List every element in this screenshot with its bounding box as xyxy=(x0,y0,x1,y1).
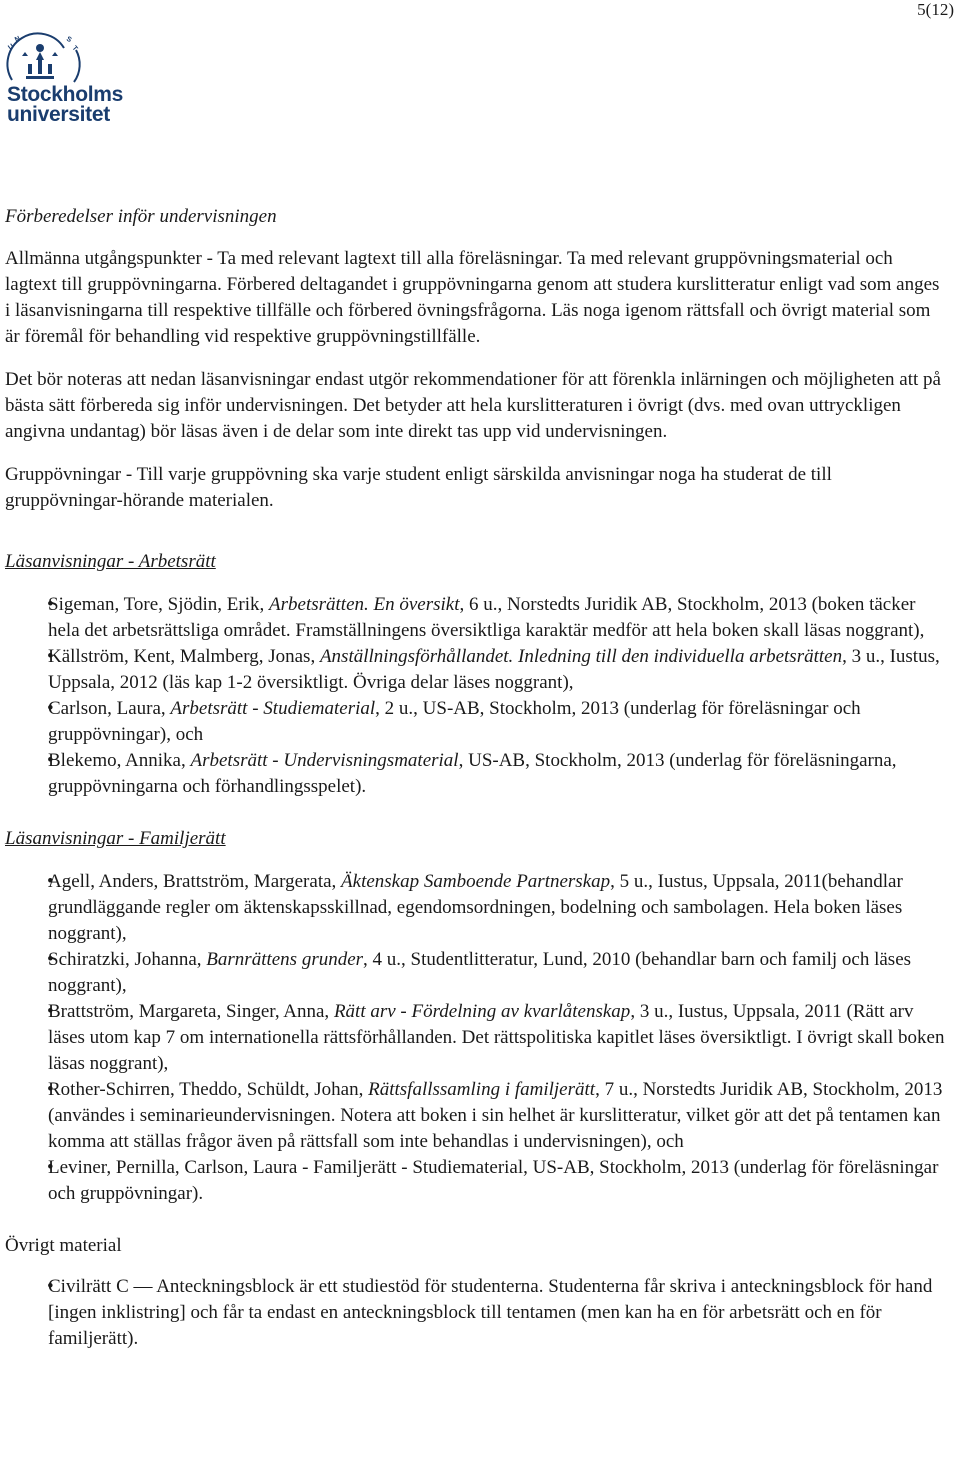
ref-details: , 3 u., Iustus, Uppsala, 2012 (läs kap 1-2 översiktligt. Övriga delar läses noggrant), xyxy=(48,646,940,693)
svg-text:S: S xyxy=(65,35,73,45)
list-item xyxy=(5,1155,945,1207)
ref-details: , 3 u., Iustus, Uppsala, 2011 (Rätt arv läses utom kap 7 om internationella rättsförhållanden. Det rättspolitiska kapitlet läses översiktligt. I övrigt skall boken läsas noggrant), xyxy=(48,1001,945,1074)
section-title-arbetsratt xyxy=(5,549,945,575)
university-logo xyxy=(4,30,129,130)
ref-authors: Brattström, Margareta, Singer, Anna, xyxy=(48,1001,334,1022)
paragraph-note: Det bör noteras att nedan läsanvisningar endast utgör rekommendationer för att förenkla inlärningen och möjligheten att på bästa sätt förbereda sig inför undervisningen. Det betyder att hela kurslitteraturen i övrigt (dvs. med ovan uttryckligen angivna undantag) bör läsas även i de delar som inte direkt tas upp vid undervisningen. xyxy=(5,369,941,442)
list-item xyxy=(5,696,945,748)
reading-list-ovrigt xyxy=(5,1274,945,1352)
ref-authors: Sigeman, Tore, Sjödin, Erik, xyxy=(48,594,270,615)
svg-text:N: N xyxy=(13,35,22,44)
section-title-ovrigt: Övrigt material xyxy=(5,1235,122,1256)
list-item xyxy=(5,1077,945,1155)
logo-line-2: universitet xyxy=(7,103,110,126)
university-seal-icon xyxy=(4,30,124,86)
ref-text: Civilrätt C — Anteckningsblock är ett studiestöd för studenterna. Studenterna får skriva i anteckningsblock för hand [ingen inklistring] och får ta endast en anteckningsblock till tentamen (men kan ha en för arbetsrätt och en för familjerätt). xyxy=(48,1276,933,1349)
section-title-arbetsratt-text: Läsanvisningar - Arbetsrätt xyxy=(5,551,216,572)
ref-details: , 5 u., Iustus, Uppsala, 2011(behandlar grundläggande regler om äktenskapsskillnad, egendomsordningen, bodelning och sambolagen. Hela boken läses noggrant), xyxy=(48,871,903,944)
logo-wordmark xyxy=(7,85,123,125)
svg-text:T: T xyxy=(70,44,79,53)
section-title-familjeratt-text: Läsanvisningar - Familjerätt xyxy=(5,828,226,849)
list-item xyxy=(5,644,945,696)
ref-details: , 4 u., Studentlitteratur, Lund, 2010 (behandlar barn och familj och läses noggrant), xyxy=(48,949,912,996)
ref-title: Arbetsrätt - Studiematerial xyxy=(170,698,376,719)
ref-details: , 2 u., US-AB, Stockholm, 2013 (underlag för föreläsningar och gruppövningar), och xyxy=(48,698,861,745)
document-body xyxy=(5,204,945,1369)
ref-details: , 7 u., Norstedts Juridik AB, Stockholm, 2013 (användes i seminarieundervisningen. Notera att boken i sin helhet är kurslitteratur, vilket gör att det på tentamen kan komma att ställas frågor även på rättsfall som inte behandlas i undervisningen), och xyxy=(48,1079,943,1152)
paragraph-group-exercises: Gruppövningar - Till varje gruppövning ska varje student enligt särskilda anvisningar noga ha studerat de till gruppövningar-hörande materialen. xyxy=(5,464,832,511)
section-title-familjeratt xyxy=(5,826,945,852)
ref-title: Arbetsrätten. En översikt xyxy=(269,594,460,615)
logo-line-1: Stockholms xyxy=(7,83,124,106)
reading-list-arbetsratt xyxy=(5,592,945,800)
ref-title: Barnrättens grunder xyxy=(206,949,364,970)
ref-authors: Schiratzki, Johanna, xyxy=(48,949,207,970)
list-item xyxy=(5,947,945,999)
list-item xyxy=(5,869,945,947)
list-item xyxy=(5,1274,945,1352)
section-title-preparation: Förberedelser inför undervisningen xyxy=(5,206,277,227)
reading-list-familjeratt xyxy=(5,869,945,1207)
ref-title: Anställningsförhållandet. Inledning till den individuella arbetsrätten xyxy=(319,646,843,667)
ref-title: Arbetsrätt - Undervisningsmaterial xyxy=(190,750,459,771)
ref-details: , US-AB, Stockholm, 2013 (underlag för föreläsningarna, gruppövningarna och förhandlingsspelet). xyxy=(48,750,897,797)
list-item xyxy=(5,748,945,800)
ref-authors: Agell, Anders, Brattström, Margerata, xyxy=(48,871,342,892)
ref-title: Rättsfallssamling i familjerätt xyxy=(368,1079,596,1100)
ref-authors: Rother-Schirren, Theddo, Schüldt, Johan, xyxy=(48,1079,369,1100)
svg-text:U: U xyxy=(7,43,16,52)
ref-authors: Carlson, Laura, xyxy=(48,698,171,719)
list-item xyxy=(5,592,945,644)
paragraph-general: Allmänna utgångspunkter - Ta med relevant lagtext till alla föreläsningar. Ta med relevant gruppövningsmaterial och lagtext till gruppövningarna. Förbered deltagandet i gruppövningarna genom att studera kurslitteratur enligt vad som anges i läsanvisningarna till respektive tillfälle och förbered övningsfrågorna. Läs noga igenom rättsfall och övrigt material som är föremål för behandling vid respektive gruppövningstillfälle. xyxy=(5,248,940,347)
ref-title: Äktenskap Samboende Partnerskap xyxy=(341,871,611,892)
ref-authors: Blekemo, Annika, xyxy=(48,750,191,771)
ref-details: , 6 u., Norstedts Juridik AB, Stockholm, 2013 (boken täcker hela det arbetsrättsliga området. Framställningens översiktliga karaktär medför att hela boken skall läsas noggrant), xyxy=(48,594,925,641)
list-item xyxy=(5,999,945,1077)
page-number: 5(12) xyxy=(917,0,954,19)
ref-title: Rätt arv - Fördelning av kvarlåtenskap xyxy=(333,1001,631,1022)
ref-authors: Källström, Kent, Malmberg, Jonas, xyxy=(48,646,320,667)
ref-authors: Leviner, Pernilla, Carlson, Laura - Familjerätt - Studiematerial, US-AB, Stockholm, 2013 (underlag för föreläsningar och gruppövningar). xyxy=(48,1157,939,1204)
